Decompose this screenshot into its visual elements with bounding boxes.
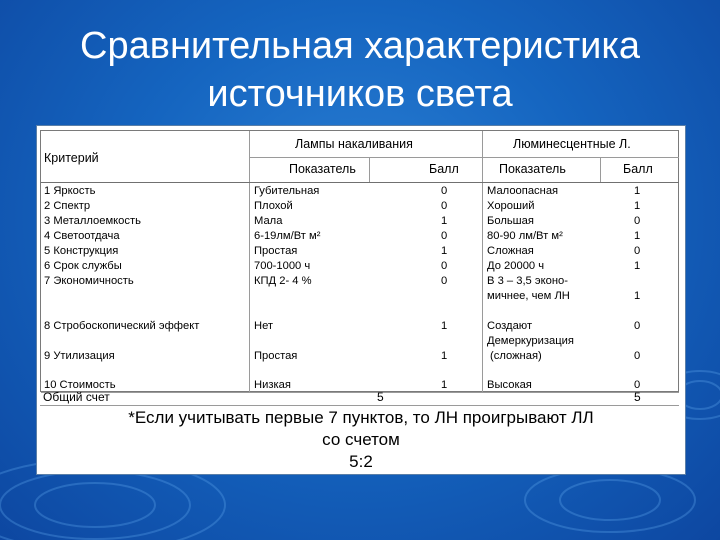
row-9-criterion: 9 Утилизация [44,350,115,362]
row-2-criterion: 2 Спектр [44,200,91,212]
row-7-lamp2-score: 1 [634,290,641,302]
row-3-lamp2-indicator: Большая [487,215,534,227]
row-5-lamp2-indicator: Сложная [487,245,534,257]
row-4-lamp2-score: 1 [634,230,641,242]
row-4-criterion: 4 Светоотдача [44,230,120,242]
row-3-lamp2-score: 0 [634,215,641,227]
row-6-lamp2-indicator: До 20000 ч [487,260,545,272]
total-incandescent: 5 [377,390,384,404]
row-4-lamp1-score: 0 [441,230,448,242]
incandescent-header: Лампы накаливания [295,137,413,151]
row-10-lamp1-indicator: Низкая [254,379,291,391]
incandescent-indicator-header: Показатель [289,162,356,176]
incandescent-score-header: Балл [429,162,459,176]
row-2-lamp2-indicator: Хороший [487,200,535,212]
row-9-lamp2-score: 0 [634,350,641,362]
table-image [36,125,686,475]
row-7-lamp1-indicator: КПД 2- 4 % [254,275,312,287]
row-6-criterion: 6 Срок службы [44,260,122,272]
row-5-lamp2-score: 0 [634,245,641,257]
row-4-lamp1-indicator: 6-19лм/Вт м² [254,230,321,242]
row-3-lamp1-score: 1 [441,215,448,227]
comparison-table [40,130,679,392]
row-5-lamp1-indicator: Простая [254,245,298,257]
row-10-lamp2-score: 0 [634,379,641,391]
row-8-lamp1-score: 1 [441,320,448,332]
note-line-1: *Если учитывать первые 7 пунктов, то ЛН проигрывают ЛЛ [128,408,594,427]
row-3-lamp1-indicator: Мала [254,215,283,227]
row-9-lamp2-indicator-cont: (сложная) [490,350,542,362]
row-3-criterion: 3 Металлоемкость [44,215,141,227]
row-1-criterion: 1 Яркость [44,185,96,197]
row-1-lamp1-score: 0 [441,185,448,197]
total-label: Общий счет [43,390,110,404]
note-line-2: со счетом [322,430,400,449]
slide-title-line-2: источников света [207,73,513,115]
row-9-lamp1-indicator: Простая [254,350,298,362]
row-6-lamp1-score: 0 [441,260,448,272]
row-7-criterion: 7 Экономичность [44,275,134,287]
row-8-lamp2-score: 0 [634,320,641,332]
row-6-lamp1-indicator: 700-1000 ч [254,260,311,272]
row-1-lamp1-indicator: Губительная [254,185,320,197]
note-line-3: 5:2 [349,452,373,471]
row-10-lamp1-score: 1 [441,379,448,391]
row-7-lamp2-indicator: В 3 – 3,5 эконо- [487,275,568,287]
row-10-criterion: 10 Стоимость [44,379,116,391]
row-2-lamp1-indicator: Плохой [254,200,293,212]
fluorescent-indicator-header: Показатель [499,162,566,176]
row-10-lamp2-indicator: Высокая [487,379,532,391]
slide-title [0,22,720,118]
row-2-lamp1-score: 0 [441,200,448,212]
row-7-lamp2-indicator-cont: мичнее, чем ЛН [487,290,570,302]
row-8-lamp1-indicator: Нет [254,320,274,332]
row-9-lamp1-score: 1 [441,350,448,362]
row-6-lamp2-score: 1 [634,260,641,272]
fluorescent-header: Люминесцентные Л. [513,137,631,151]
row-9-lamp2-indicator: Демеркуризация [487,335,574,347]
row-1-lamp2-score: 1 [634,185,641,197]
row-4-lamp2-indicator: 80-90 лм/Вт м² [487,230,563,242]
row-2-lamp2-score: 1 [634,200,641,212]
row-8-lamp2-indicator: Создают [487,320,533,332]
criterion-header: Критерий [44,151,99,165]
fluorescent-score-header: Балл [623,162,653,176]
row-1-lamp2-indicator: Малоопасная [487,185,559,197]
row-8-criterion: 8 Стробоскопический эффект [44,320,200,332]
row-5-criterion: 5 Конструкция [44,245,119,257]
row-7-lamp1-score: 0 [441,275,448,287]
slide-title-line-1: Сравнительная характеристика [80,25,640,67]
row-5-lamp1-score: 1 [441,245,448,257]
total-fluorescent: 5 [634,390,641,404]
